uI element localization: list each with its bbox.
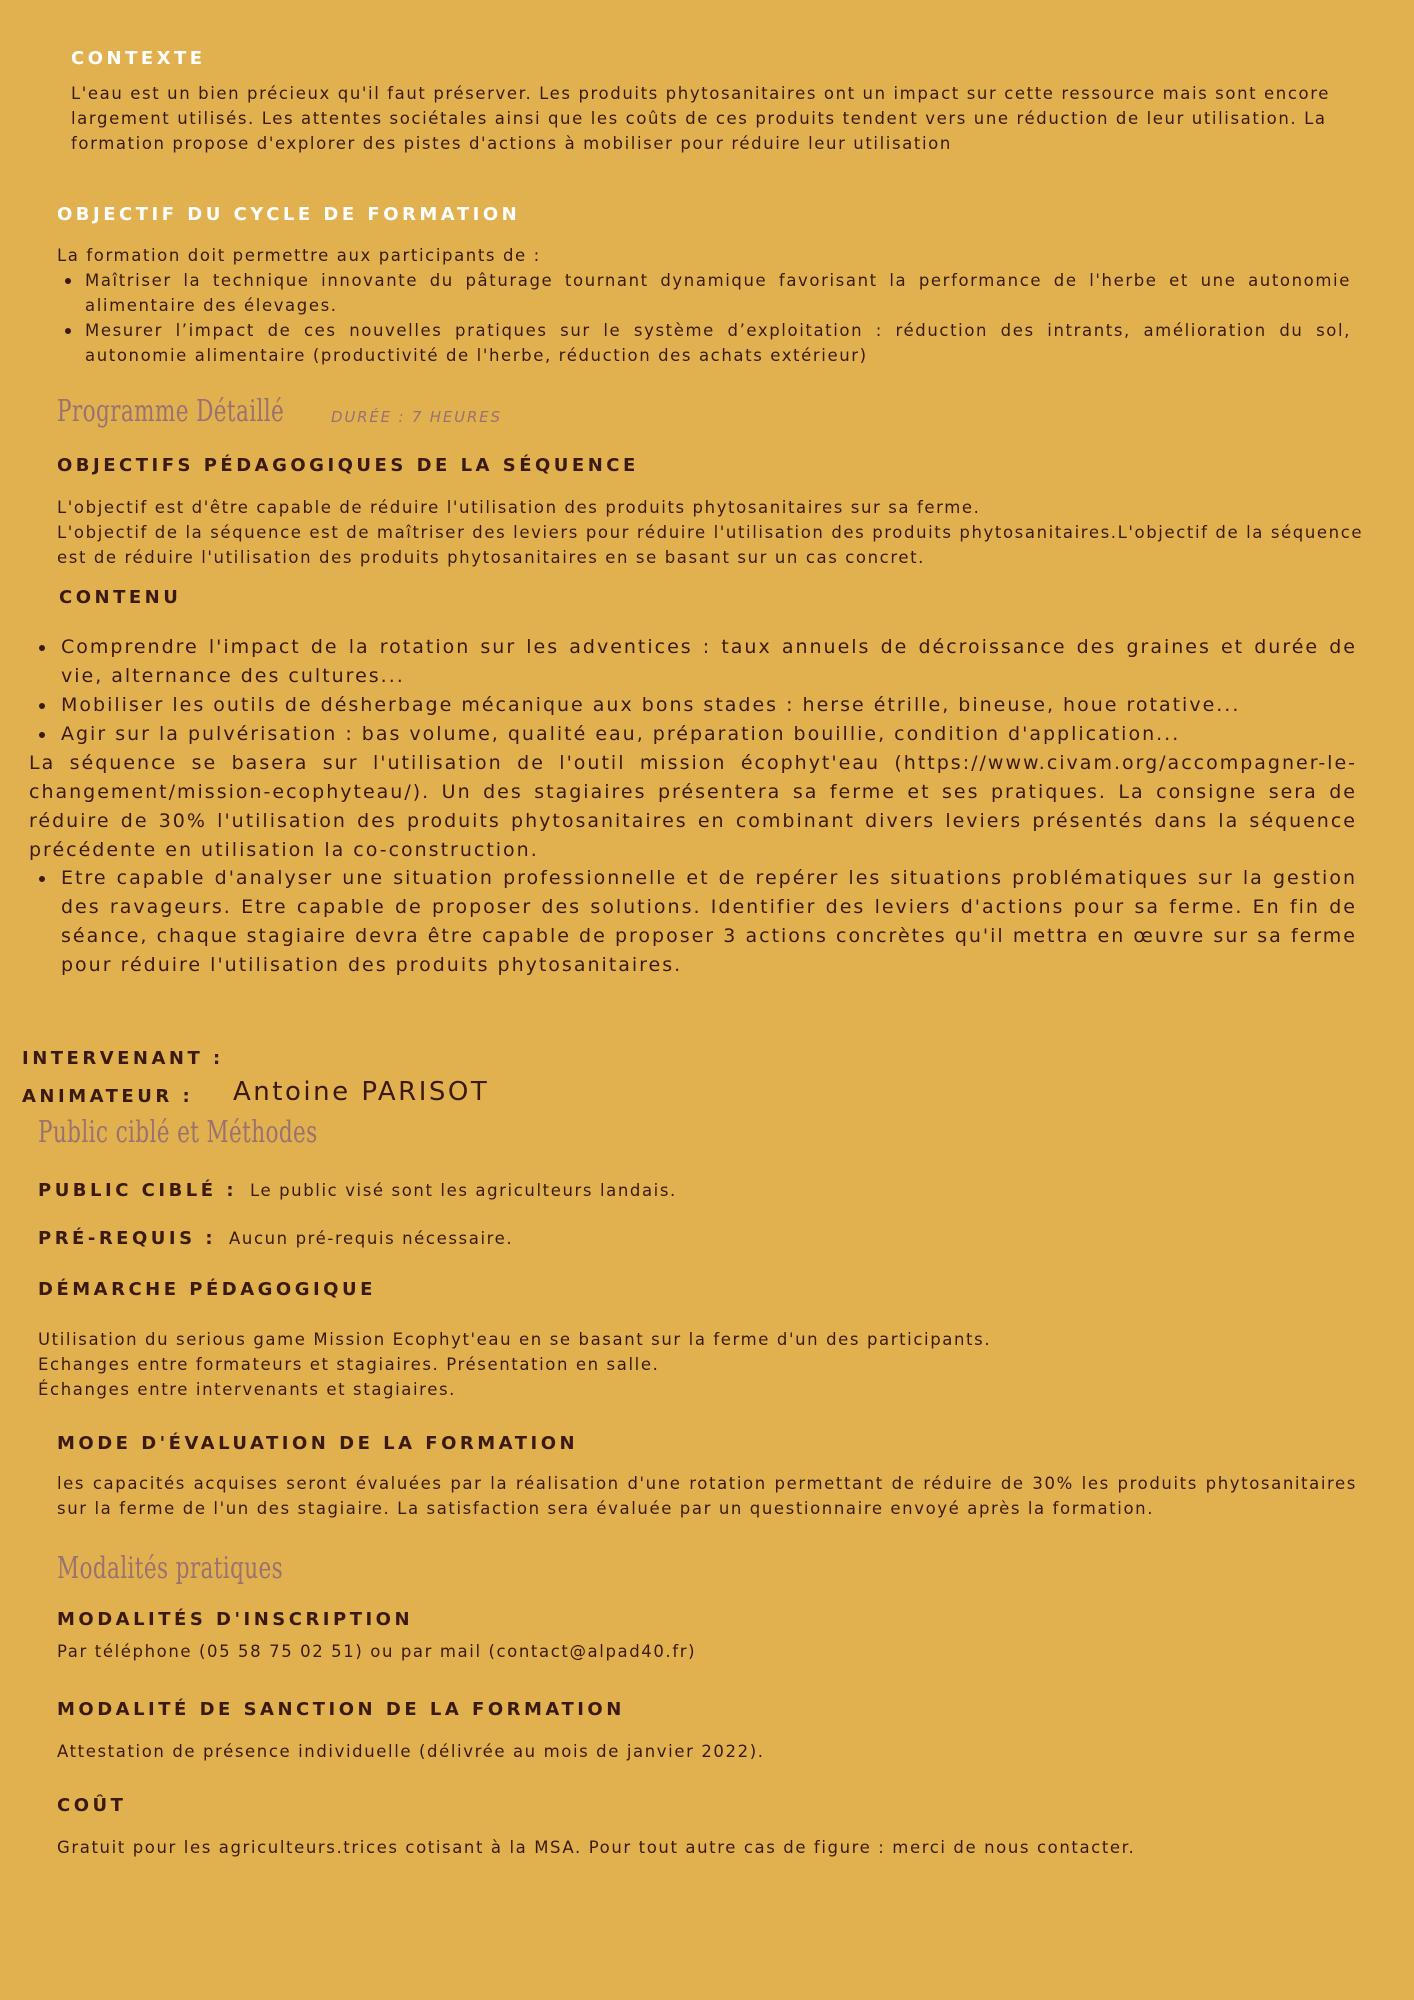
- objectif-cycle-list: [57, 268, 1351, 368]
- animateur-name: Antoine PARISOT: [233, 1077, 490, 1107]
- prereq-text: Aucun pré-requis nécessaire.: [229, 1229, 514, 1248]
- list-item: Agir sur la pulvérisation : bas volume, qualité eau, préparation bouillie, condition d'application...: [29, 720, 1357, 749]
- animateur-label: ANIMATEUR :: [22, 1086, 194, 1107]
- contenu-title: CONTENU: [59, 587, 182, 608]
- list-item: Comprendre l'impact de la rotation sur les adventices : taux annuels de décroissance des graines et durée de vie, alternance des cultures...: [29, 633, 1357, 691]
- public-label: PUBLIC CIBLÉ :: [38, 1180, 238, 1201]
- demarche-line: Echanges entre formateurs et stagiaires. Présentation en salle.: [38, 1355, 660, 1374]
- contenu-list-a: [29, 633, 1357, 749]
- list-item: Mobiliser les outils de désherbage mécanique aux bons stades : herse étrille, bineuse, houe rotative...: [29, 691, 1357, 720]
- contexte-text: L'eau est un bien précieux qu'il faut préserver. Les produits phytosanitaires ont un impact sur cette ressource mais sont encore largement utilisés. Les attentes sociétales ainsi que les coûts de ces produits tendent vers une réduction de leur utilisation. La formation propose d'explorer des pistes d'actions à mobiliser pour réduire leur utilisation: [71, 84, 1330, 153]
- list-item: Etre capable d'analyser une situation professionnelle et de repérer les situations problématiques sur la gestion des ravageurs. Etre capable de proposer des solutions. Identifier des leviers d'actions pour sa ferme. En fin de séance, chaque stagiaire devra être capable de proposer 3 actions concrètes qu'il mettra en œuvre sur sa ferme pour réduire l'utilisation des produits phytosanitaires.: [29, 864, 1357, 980]
- list-item: Maîtriser la technique innovante du pâturage tournant dynamique favorisant la performance de l'herbe et une autonomie alimentaire des élevages.: [57, 268, 1351, 318]
- demarche-line: Échanges entre intervenants et stagiaires.: [38, 1380, 456, 1399]
- demarche-lines: [38, 1327, 1338, 1402]
- prereq-label: PRÉ-REQUIS :: [38, 1228, 217, 1249]
- contenu-paragraph: La séquence se basera sur l'utilisation de l'outil mission écophyt'eau (https://www.civam.org/accompagner-le-changement/mission-ecophyteau/). Un des stagiaires présentera sa ferme et ses pratiques. La consigne sera de réduire de 30% l'utilisation des produits phytosanitaires en combinant divers leviers présentés dans la séquence précédente en utilisation la co-construction.: [29, 752, 1357, 861]
- sanction-text: Attestation de présence individuelle (délivrée au mois de janvier 2022).: [57, 1742, 765, 1761]
- objectifs-sequence-line2: L'objectif de la séquence est de maîtriser des leviers pour réduire l'utilisation des produits phytosanitaires.L'objectif de la séquence est de réduire l'utilisation des produits phytosanitaires en se basant sur un cas concret.: [57, 523, 1364, 567]
- contexte-title: CONTEXTE: [71, 48, 206, 69]
- inscription-title: MODALITÉS D'INSCRIPTION: [57, 1609, 414, 1630]
- modalites-title: Modalités pratiques: [57, 1551, 284, 1586]
- objectif-cycle-title: OBJECTIF DU CYCLE DE FORMATION: [57, 204, 521, 225]
- evaluation-title: MODE D'ÉVALUATION DE LA FORMATION: [57, 1433, 579, 1454]
- demarche-title: DÉMARCHE PÉDAGOGIQUE: [38, 1279, 376, 1300]
- sanction-title: MODALITÉ DE SANCTION DE LA FORMATION: [57, 1699, 625, 1720]
- objectif-cycle-intro: La formation doit permettre aux participants de :: [57, 246, 541, 265]
- list-item: Mesurer l’impact de ces nouvelles pratiques sur le système d’exploitation : réduction des intrants, amélioration du sol, autonomie alimentaire (productivité de l'herbe, réduction des achats extérieur): [57, 318, 1351, 368]
- programme-duration: DURÉE : 7 HEURES: [331, 408, 502, 426]
- objectifs-sequence-line1: L'objectif est d'être capable de réduire l'utilisation des produits phytosanitaires sur sa ferme.: [57, 498, 981, 517]
- public-section-title: Public ciblé et Méthodes: [38, 1115, 318, 1150]
- public-text: Le public visé sont les agriculteurs landais.: [250, 1181, 677, 1200]
- intervenant-label: INTERVENANT :: [22, 1048, 224, 1069]
- programme-title: Programme Détaillé: [57, 394, 285, 429]
- contenu-list-b: [29, 864, 1357, 980]
- objectifs-sequence-title: OBJECTIFS PÉDAGOGIQUES DE LA SÉQUENCE: [57, 455, 639, 476]
- evaluation-text: les capacités acquises seront évaluées par la réalisation d'une rotation permettant de réduire de 30% les produits phytosanitaires sur la ferme de l'un des stagiaire. La satisfaction sera évaluée par un questionnaire envoyé après la formation.: [57, 1474, 1357, 1518]
- inscription-text: Par téléphone (05 58 75 02 51) ou par mail (contact@alpad40.fr): [57, 1642, 697, 1661]
- demarche-line: Utilisation du serious game Mission Ecophyt'eau en se basant sur la ferme d'un des participants.: [38, 1330, 992, 1349]
- cout-title: COÛT: [57, 1795, 127, 1816]
- cout-text: Gratuit pour les agriculteurs.trices cotisant à la MSA. Pour tout autre cas de figure : merci de nous contacter.: [57, 1838, 1136, 1857]
